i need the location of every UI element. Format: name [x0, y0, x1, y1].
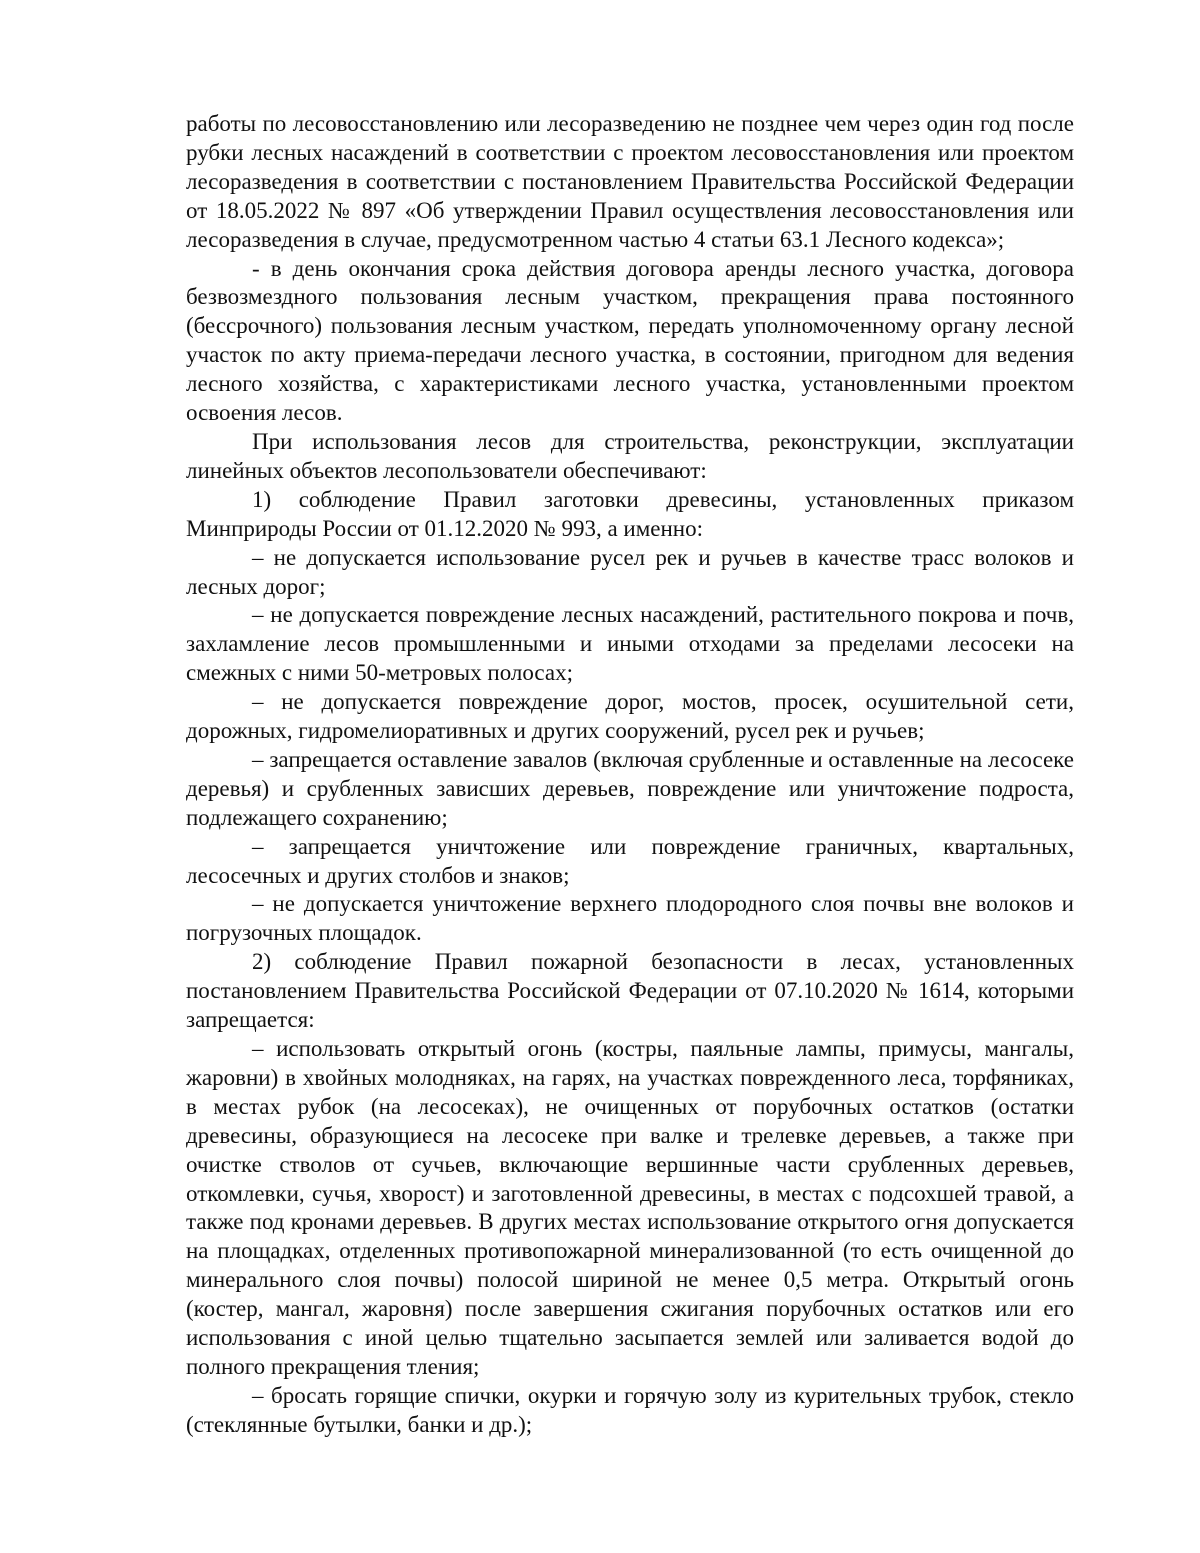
list-item-4: – запрещается оставление завалов (включая срубленные и оставленные на лесосеке деревья) и срубленных зависших деревьев, повреждение или уничтожение подроста, подлежащего сохранению; [186, 746, 1074, 830]
list-item-1: – не допускается использование русел рек и ручьев в качестве трасс волоков и лесных дорог; [186, 544, 1074, 599]
paragraph-4: 1) соблюдение Правил заготовки древесины, установленных приказом Минприроды России от 01.12.2020 № 993, а именно: [186, 486, 1074, 541]
document-page [186, 110, 1074, 1440]
list-item-3: – не допускается повреждение дорог, мостов, просек, осушительной сети, дорожных, гидромелиоративных и других сооружений, русел рек и ручьев; [186, 689, 1074, 744]
list-item-5: – запрещается уничтожение или повреждение граничных, квартальных, лесосечных и других столбов и знаков; [186, 833, 1074, 888]
paragraph-5: 2) соблюдение Правил пожарной безопасности в лесах, установленных постановлением Правительства Российской Федерации от 07.10.2020 № 1614, которыми запрещается: [186, 949, 1074, 1033]
paragraph-3: При использования лесов для строительства, реконструкции, эксплуатации линейных объектов лесопользователи обеспечивают: [186, 428, 1074, 483]
list-item-8: – бросать горящие спички, окурки и горячую золу из курительных трубок, стекло (стеклянные бутылки, банки и др.); [186, 1382, 1074, 1437]
list-item-2: – не допускается повреждение лесных насаждений, растительного покрова и почв, захламление лесов промышленными и иными отходами за пределами лесосеки на смежных с ними 50-метровых полосах; [186, 602, 1074, 686]
paragraph-1: работы по лесовосстановлению или лесоразведению не позднее чем через один год после рубки лесных насаждений в соответствии с проектом лесовосстановления или проектом лесоразведения в соответствии с постановлением Правительства Российской Федерации от 18.05.2022 № 897 «Об утверждении Правил осуществления лесовосстановления или лесоразведения в случае, предусмотренном частью 4 статьи 63.1 Лесного кодекса»; [186, 111, 1074, 252]
paragraph-2: - в день окончания срока действия договора аренды лесного участка, договора безвозмездного пользования лесным участком, прекращения права постоянного (бессрочного) пользования лесным участком, передать уполномоченному органу лесной участок по акту приема-передачи лесного участка, в состоянии, пригодном для ведения лесного хозяйства, с характеристиками лесного участка, установленными проектом освоения лесов. [186, 255, 1074, 426]
list-item-6: – не допускается уничтожение верхнего плодородного слоя почвы вне волоков и погрузочных площадок. [186, 891, 1074, 946]
list-item-7: – использовать открытый огонь (костры, паяльные лампы, примусы, мангалы, жаровни) в хвойных молодняках, на гарях, на участках поврежденного леса, торфяниках, в местах рубок (на лесосеках), не очищенных от порубочных остатков (остатки древесины, образующиеся на лесосеке при валке и трелевке деревьев, а также при очистке стволов от сучьев, включающие вершинные части срубленных деревьев, откомлевки, сучья, хворост) и заготовленной древесины, в местах с подсохшей травой, а также под кронами деревьев. В других местах использование открытого огня допускается на площадках, отделенных противопожарной минерализованной (то есть очищенной до минерального слоя почвы) полосой шириной не менее 0,5 метра. Открытый огонь (костер, мангал, жаровня) после завершения сжигания порубочных остатков или его использования с иной целью тщательно засыпается землей или заливается водой до полного прекращения тления; [186, 1036, 1074, 1379]
